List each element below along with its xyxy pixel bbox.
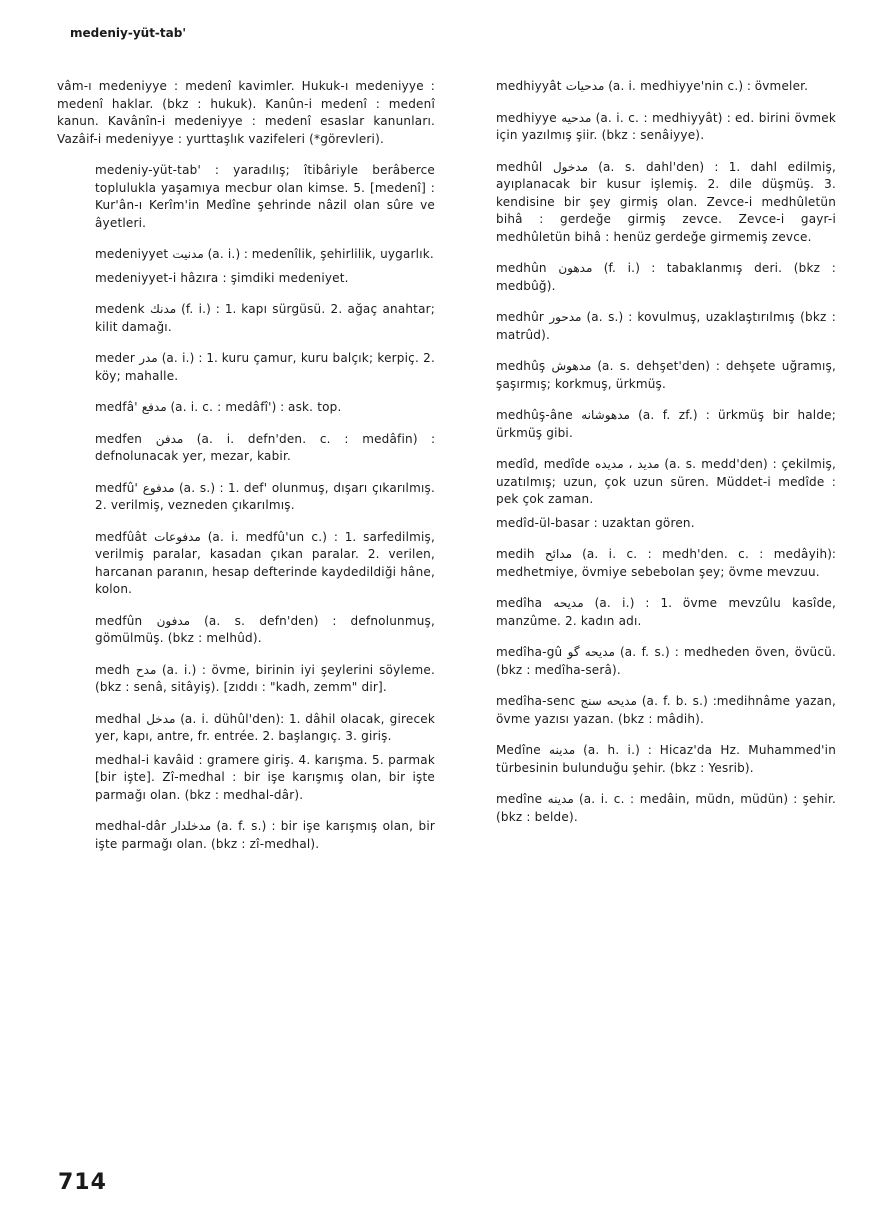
dictionary-entry: medhal-i kavâid : gramere giriş. 4. karışma. 5. parmak [bir işte]. Zî-medhal : bir işe karışmış olan, bir işte parmağı olan. (bkz : medhal-dâr).	[95, 752, 435, 802]
dictionary-entry: medhûn مدهون (f. i.) : tabaklanmış deri. (bkz : medbûğ).	[496, 261, 836, 293]
dictionary-entry: medeniyyet مدنيت (a. i.) : medenîlik, şehirlilik, uygarlık.	[95, 247, 434, 261]
dictionary-entry: medhiyye مدحيه (a. i. c. : medhiyyât) : ed. birini övmek için yazılmış şiir. (bkz : senâiyye).	[496, 110, 836, 142]
dictionary-entry: medhiyyât مدحيات (a. i. medhiyye'nin c.) : övmeler.	[496, 79, 809, 93]
dictionary-entry: medîha-gû مديحه گو (a. f. s.) : medheden öven, övücü. (bkz : medîha-serâ).	[496, 645, 836, 677]
dictionary-entry: medfûât مدفوعات (a. i. medfû'un c.) : 1. sarfedilmiş, verilmiş paralar, kasadan çıkan paralar. 2. verilen, harcanan paranın, hesap defterinde kaydedildiği hâne, kolon.	[95, 529, 436, 596]
dictionary-entry: medîha-senc مديحه سنج (a. f. b. s.) :medihnâme yazan, övme yazısı yazan. (bkz : mâdih).	[496, 694, 836, 726]
dictionary-entry: medhal-dâr مدخلدار (a. f. s.) : bir işe karışmış olan, bir işte parmağı olan. (bkz : zî-medhal).	[95, 819, 435, 851]
dictionary-entry: medh مدح (a. i.) : övme, birinin iyi şeylerini söyleme. (bkz : senâ, sitâyiş). [zıddı : "kadh, zemm" dir].	[95, 662, 435, 694]
dictionary-entry: medfûn مدفون (a. s. defn'den) : defnolunmuş, gömülmüş. (bkz : melhûd).	[95, 613, 436, 645]
dictionary-entry: meder مدر (a. i.) : 1. kuru çamur, kuru balçık; kerpiç. 2. köy; mahalle.	[95, 351, 435, 383]
right-column	[458, 78, 836, 840]
dictionary-entry: medhûr مدحور (a. s.) : kovulmuş, uzaklaştırılmış (bkz : matrûd).	[496, 310, 836, 342]
dictionary-entry: medhûş-âne مدهوشانه (a. f. zf.) : ürkmüş bir halde; ürkmüş gibi.	[496, 408, 836, 440]
dictionary-entry: medeniyyet-i hâzıra : şimdiki medeniyet.	[95, 270, 349, 285]
dictionary-entry: medîd-ül-basar : uzaktan gören.	[496, 515, 695, 530]
running-head: medeniy-yüt-tab'	[70, 26, 187, 40]
dictionary-entry: medfâ' مدفع (a. i. c. : medâfî') : ask. top.	[95, 400, 342, 414]
dictionary-entry: Medîne مدينه (a. h. i.) : Hicaz'da Hz. Muhammed'in türbesinin bulunduğu şehir. (bkz : Yesrib).	[496, 743, 837, 775]
dictionary-entry: medeniy-yüt-tab' : yaradılış; îtibâriyle berâberce toplulukla yaşamıya mecbur olan kimse. 5. [medenî] : Kur'ân-ı Kerîm'in Medîne şehrinde nâzil olan sûre ve âyetleri.	[95, 163, 435, 230]
page-number: 714	[58, 1170, 107, 1195]
left-column	[57, 78, 435, 867]
dictionary-entry: vâm-ı medeniyye : medenî kavimler. Hukuk-ı medeniyye : medenî haklar. (bkz : hukuk). Kanûn-i medenî : medenî kanun. Kavânîn-i medeniyye : medenî esaslar kanunları. Vazâif-i medeniyye : yurttaşlık vazifeleri (*görevleri).	[57, 79, 435, 146]
dictionary-entry: medîha مديحه (a. i.) : 1. övme mevzûlu kasîde, manzûme. 2. kadın adı.	[496, 596, 836, 628]
dictionary-entry: medih مدائح (a. i. c. : medh'den. c. : medâyih): medhetmiye, övmiye sebeboIan şey; övme mevzuu.	[496, 547, 836, 579]
dictionary-entry: medhûş مدهوش (a. s. dehşet'den) : dehşete uğramış, şaşırmış; korkmuş, ürkmüş.	[496, 359, 836, 391]
dictionary-entry: medîd, medîde مديد ، مديده (a. s. medd'den) : çekilmiş, uzatılmış; uzun, çok uzun süren. Müddet-i medîde : pek çok zaman.	[496, 457, 836, 506]
dictionary-entry: medfû' مدفوع (a. s.) : 1. def' olunmuş, dışarı çıkarılmış. 2. verilmiş, vezneden çıkarılmış.	[95, 480, 435, 512]
dictionary-entry: medhûl مدخول (a. s. dahl'den) : 1. dahl edilmiş, ayıplanacak bir kusur işlemiş. 2. dile düşmüş. 3. kendisine bir şey girmiş olan. Zevce-i medhûletün bihâ : gerdeğe girmiş zevce. Zevce-i gayr-i medhûletün bihâ : henüz gerdeğe girmemiş zevce.	[496, 159, 836, 244]
dictionary-entry: medhal مدخل (a. i. dühûl'den): 1. dâhil olacak, girecek yer, kapı, antre, fr. entrée. 2. başlangıç. 3. giriş.	[95, 711, 435, 743]
dictionary-entry: medenk مدنك (f. i.) : 1. kapı sürgüsü. 2. ağaç anahtar; kilit damağı.	[95, 302, 436, 334]
dictionary-entry: medîne مدينه (a. i. c. : medâin, müdn, müdün) : şehir. (bkz : belde).	[496, 792, 836, 824]
dictionary-entry: medfen مدفن (a. i. defn'den. c. : medâfin) : defnolunacak yer, mezar, kabir.	[95, 431, 435, 463]
